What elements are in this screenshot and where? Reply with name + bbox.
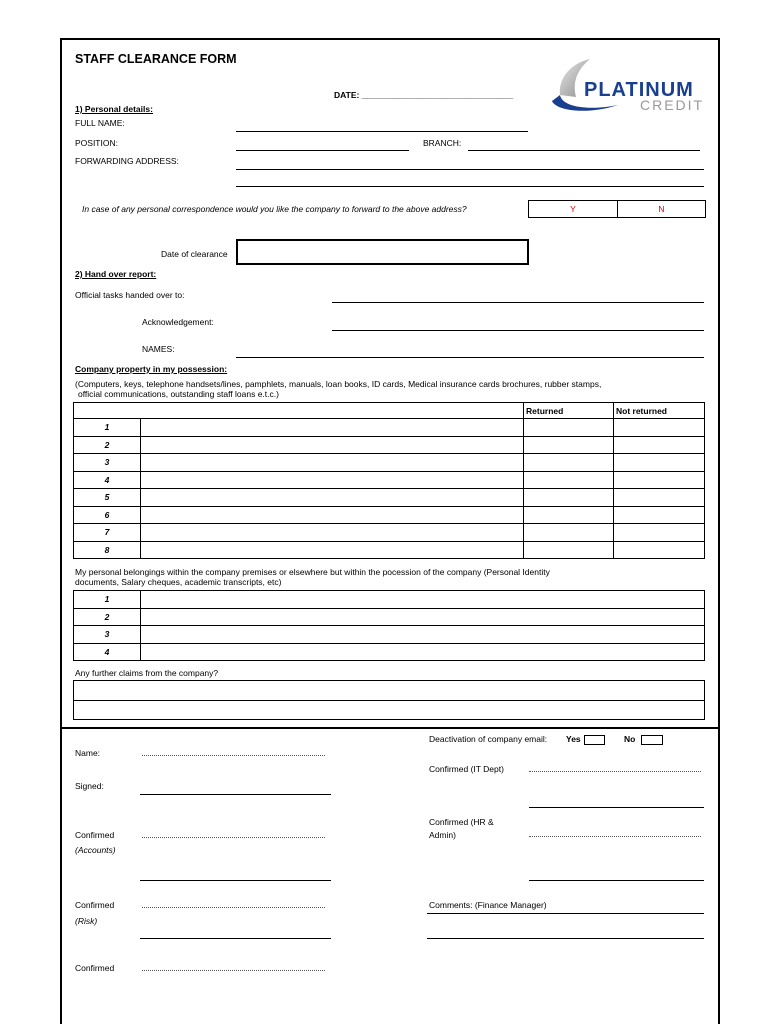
branch-line[interactable] [468,150,700,151]
section-divider [61,727,719,729]
forward-question: In case of any personal correspondence would you like the company to forward to the above address? [82,204,467,214]
acknowledgement-label: Acknowledgement: [142,317,214,327]
belongings-table [73,590,705,661]
logo-word-platinum: PLATINUM [584,79,694,101]
table-row[interactable]: 1 [74,419,705,437]
comments-line-2[interactable] [427,938,704,939]
position-label: POSITION: [75,138,118,148]
branch-label: BRANCH: [423,138,462,148]
table-row[interactable]: 3 [74,454,705,472]
company-property-note-2: official communications, outstanding staff loans e.t.c.) [78,389,279,399]
risk-signature-line[interactable] [140,938,331,939]
table-row[interactable]: 2 [74,436,705,454]
belongings-note-2: documents, Salary cheques, academic transcripts, etc) [75,577,282,587]
accounts-dotted-line[interactable] [142,837,325,838]
logo-word-credit: CREDIT [640,97,705,113]
forwarding-line-2[interactable] [236,186,704,187]
further-claims-label: Any further claims from the company? [75,668,219,678]
confirmed-it-label: Confirmed (IT Dept) [429,764,504,774]
company-property-note-1: (Computers, keys, telephone handsets/lines, pamphlets, manuals, loan books, ID cards, Medical insurance cards brochures, rubber stamps, [75,379,602,389]
it-dotted-line[interactable] [529,771,701,772]
deactivation-label: Deactivation of company email: [429,734,548,744]
comments-label: Comments: (Finance Manager) [429,900,547,910]
hr-dotted-line[interactable] [529,836,701,837]
confirmed-final-label: Confirmed [75,963,115,973]
table-row[interactable]: 3 [74,626,705,644]
forward-yes-box[interactable]: Y [528,200,618,218]
col-returned: Returned [524,403,614,419]
confirmed-accounts-label: Confirmed [75,830,115,840]
forward-no-box[interactable]: N [617,200,706,218]
further-claims-field-1[interactable] [73,680,705,701]
company-property-heading: Company property in my possession: [75,364,228,374]
hr-signature-line[interactable] [529,880,704,881]
table-row[interactable]: 4 [74,471,705,489]
it-signature-line[interactable] [529,807,704,808]
name-label: Name: [75,748,101,758]
table-row[interactable]: 5 [74,489,705,507]
forwarding-line-1[interactable] [236,169,704,170]
name-dotted-line[interactable] [142,755,325,756]
handover-heading: 2) Hand over report: [75,269,157,279]
table-row[interactable]: 8 [74,541,705,559]
belongings-note-1: My personal belongings within the company premises or elsewhere but within the pocession of the company (Personal Identity [75,567,550,577]
position-line[interactable] [236,150,409,151]
personal-details-heading: 1) Personal details: [75,104,153,114]
table-row[interactable]: 6 [74,506,705,524]
date-of-clearance-field[interactable] [236,239,529,265]
risk-dotted-line[interactable] [142,907,325,908]
accounts-label: (Accounts) [75,845,116,855]
platinum-credit-logo [548,55,713,117]
form-title: STAFF CLEARANCE FORM [75,52,237,66]
confirmed-risk-label: Confirmed [75,900,115,910]
comments-line-1[interactable] [427,913,704,914]
names-label: NAMES: [142,344,175,354]
confirmed-hr-label-2: Admin) [429,830,456,840]
signed-label: Signed: [75,781,104,791]
names-line[interactable] [236,357,704,358]
deactivation-no-label: No [624,734,636,744]
tasks-handed-line[interactable] [332,302,704,303]
table-row[interactable]: 2 [74,608,705,626]
table-row[interactable]: 1 [74,591,705,609]
confirmed-hr-label-1: Confirmed (HR & [429,817,494,827]
deactivation-yes-checkbox[interactable] [584,735,605,745]
accounts-signature-line[interactable] [140,880,331,881]
date-of-clearance-label: Date of clearance [161,249,228,259]
deactivation-yes-label: Yes [566,734,581,744]
property-table [73,402,705,559]
table-header-row [74,403,705,419]
tasks-handed-label: Official tasks handed over to: [75,290,185,300]
final-dotted-line[interactable] [142,970,325,971]
col-not-returned: Not returned [614,403,705,419]
further-claims-field-2[interactable] [73,700,705,720]
acknowledgement-line[interactable] [332,330,704,331]
full-name-label: FULL NAME: [75,118,125,128]
table-row[interactable]: 7 [74,524,705,542]
date-label: DATE: ________________________________ [334,90,513,100]
full-name-line[interactable] [236,131,528,132]
signed-line[interactable] [140,794,331,795]
deactivation-no-checkbox[interactable] [641,735,663,745]
risk-label: (Risk) [75,916,98,926]
table-row[interactable]: 4 [74,643,705,661]
forwarding-address-label: FORWARDING ADDRESS: [75,156,179,166]
